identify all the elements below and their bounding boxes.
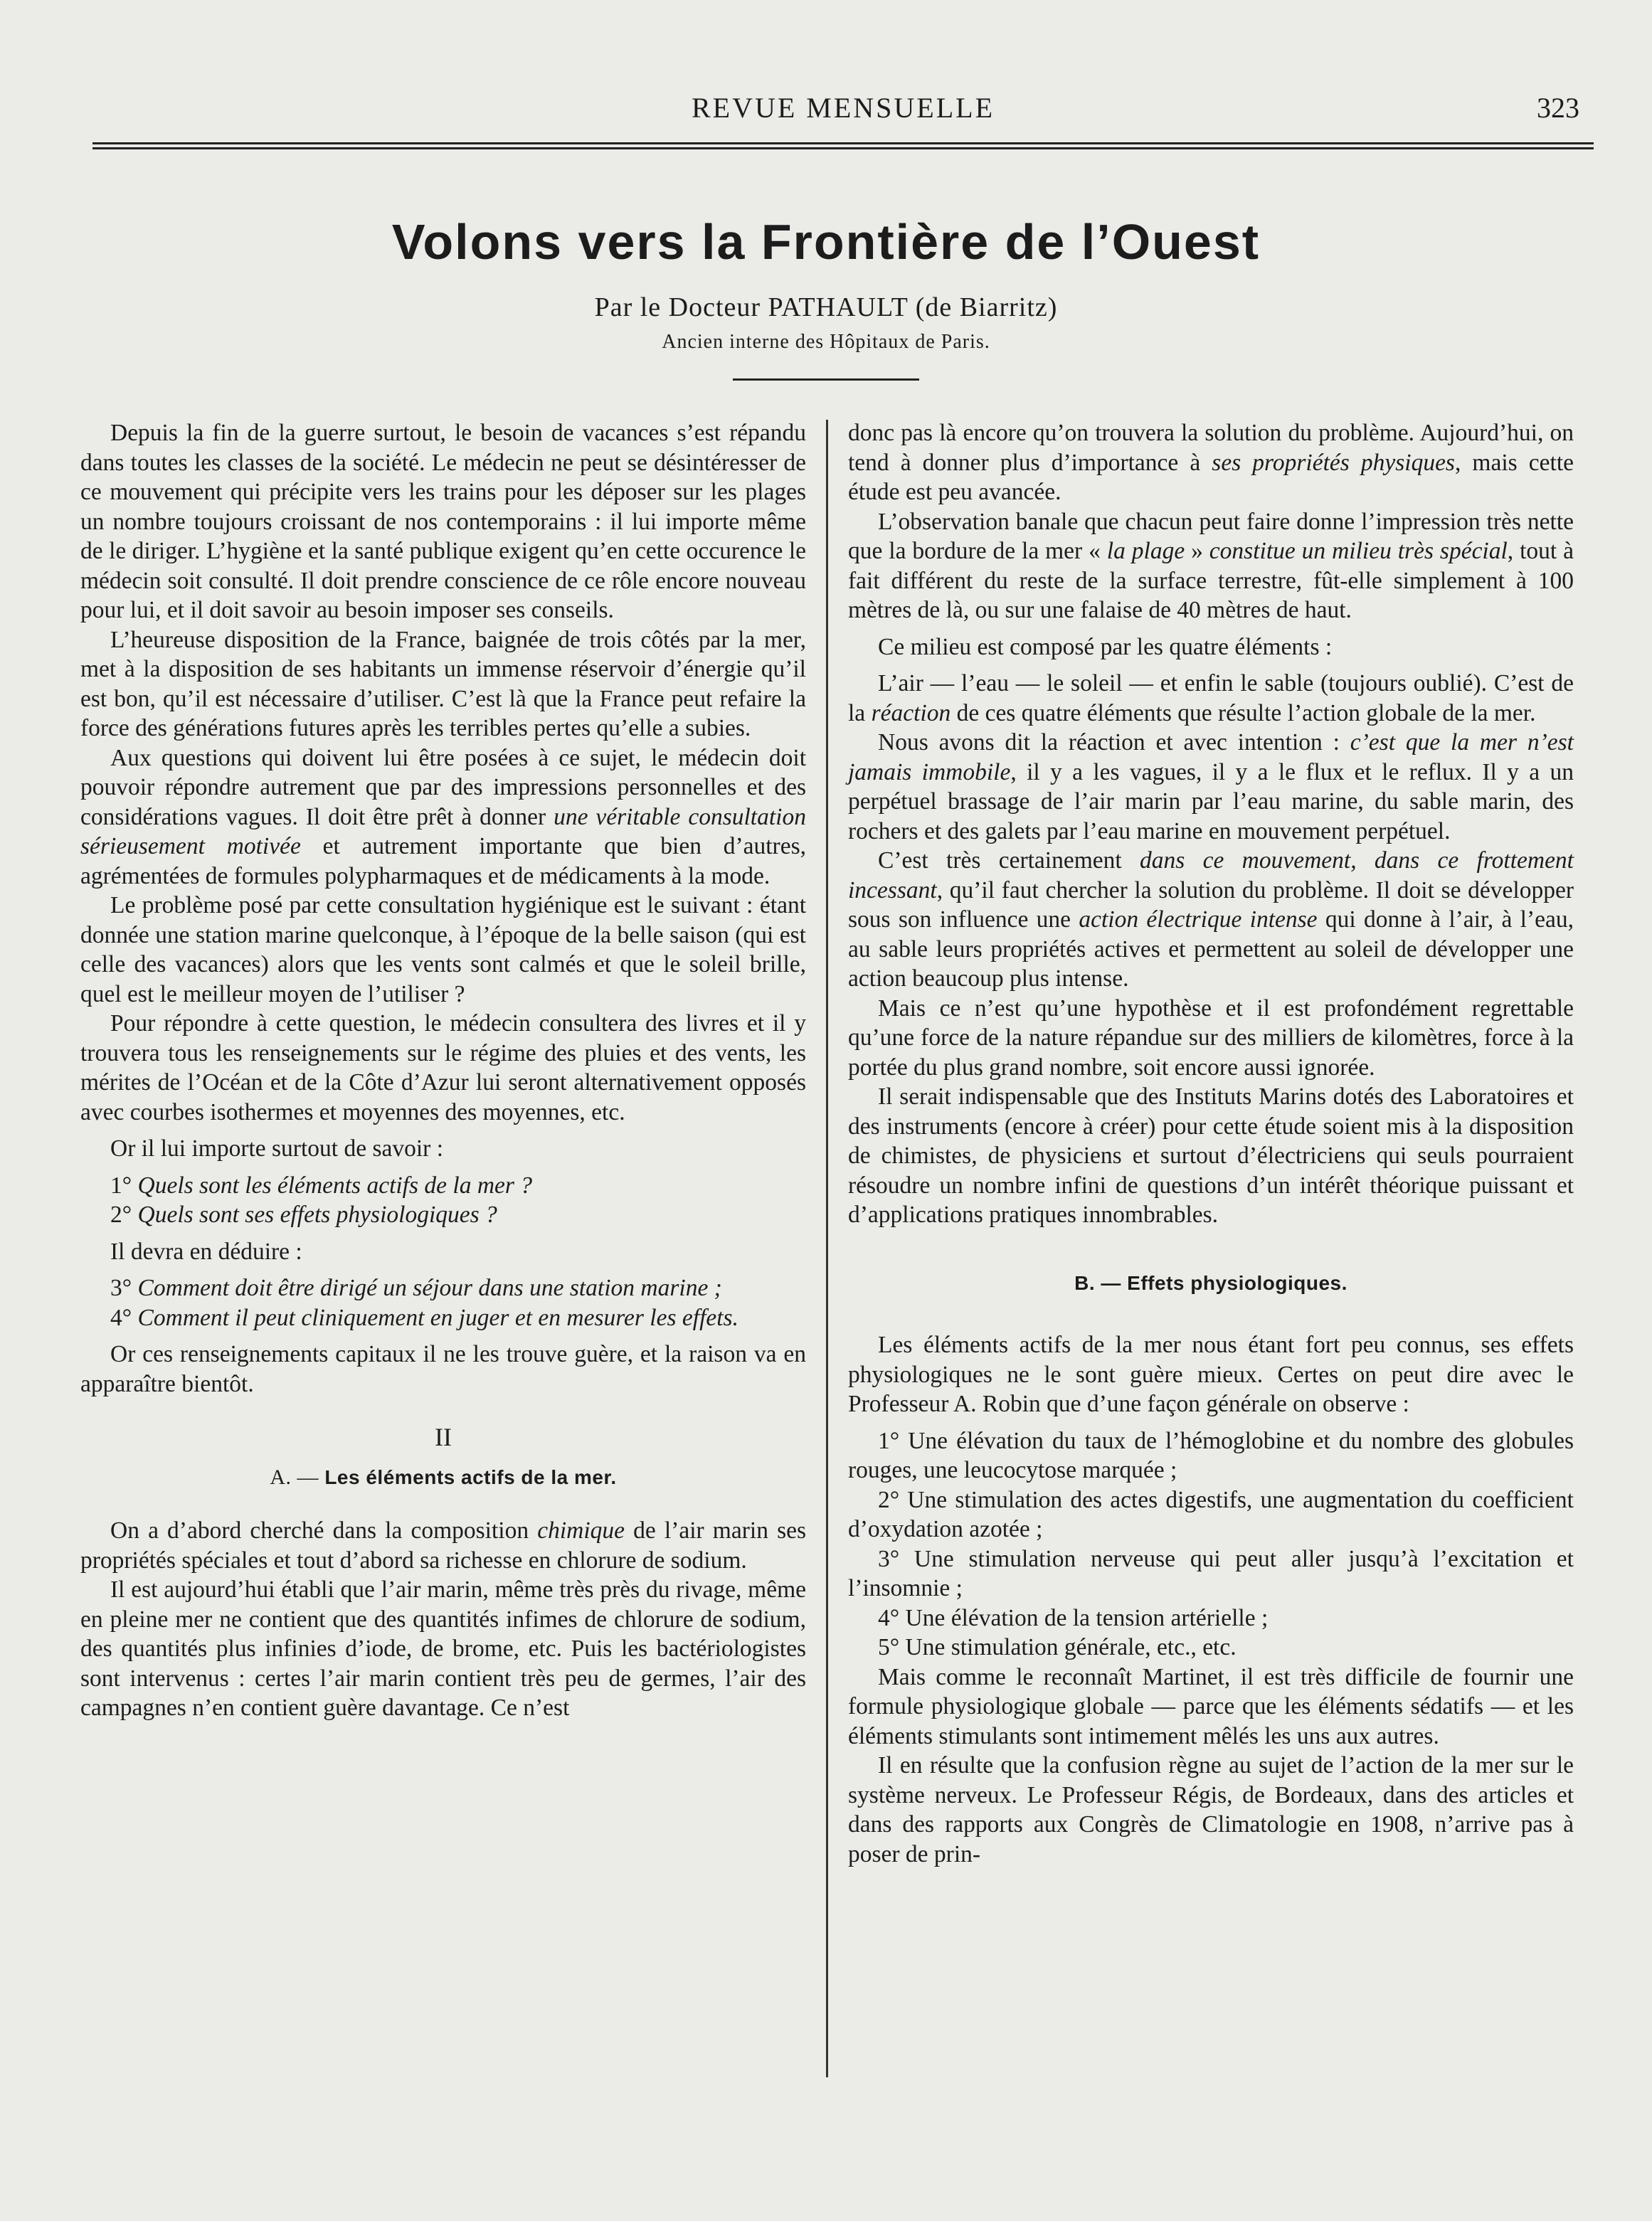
paragraph: C’est très certainement dans ce mouvement, dans ce frottement incessant, qu’il faut chercher la solution du problème. Il doit se développer sous son influence une action électrique intense qui donne à l’air, à l’eau, au sable leurs propriétés actives et permettent au soleil de développer une action beaucoup plus intense.	[848, 847, 1574, 992]
author-byline: Par le Docteur PATHAULT (de Biarritz)	[594, 292, 1058, 322]
emphasis: chimique	[537, 1517, 625, 1544]
question-item: 2° Quels sont ses effets physiologiques ?	[110, 1202, 497, 1228]
paragraph: Nous avons dit la réaction et avec intention : c’est que la mer n’est jamais immobile, il y a les vagues, il y a le flux et le reflux. Il y a un perpétuel brassage de l’air marin par l’eau marine, du sable marin, des rochers et des galets par l’eau marine en mouvement perpétuel.	[848, 729, 1574, 844]
paragraph: Aux questions qui doivent lui être posées à ce sujet, le médecin doit pouvoir répondre autrement que par des impressions personnelles et des considérations vagues. Il doit être prêt à donner une véritable consultation sérieusement motivée et autrement importante que bien d’autres, agrémentées de formules polypharmaques et de médicaments à la mode.	[80, 744, 806, 889]
paragraph: Depuis la fin de la guerre surtout, le besoin de vacances s’est répandu dans toutes les classes de la société. Le médecin ne peut se désintéresser de ce mouvement qui précipite vers les trains pour les déposer sur les plages un nombre toujours croissant de nos contemporains : il lui importe même de le diriger. L’hygiène et la santé publique exigent qu’en cette occurence le médecin soit consulté. Il doit prendre conscience de ce rôle encore nouveau pour lui, et il doit savoir au besoin imposer ses conseils.	[80, 420, 806, 623]
right-column	[848, 418, 1574, 1869]
paragraph: Mais ce n’est qu’une hypothèse et il est profondément regrettable qu’une force de la nature répandue sur des milliers de kilomètres, force à la portée du plus grand nombre, soit encore aussi ignorée.	[848, 995, 1574, 1081]
paragraph: L’observation banale que chacun peut faire donne l’impression très nette que la bordure de la mer « la plage » constitue un milieu très spécial, tout à fait différent du reste de la surface terrestre, fût-elle simplement à 100 mètres de là, ou sur une falaise de 40 mètres de haut.	[848, 508, 1574, 623]
column-divider	[826, 420, 828, 2077]
header-rule-top	[92, 142, 1594, 144]
author-affiliation: Ancien interne des Hôpitaux de Paris.	[662, 331, 990, 353]
paragraph: L’heureuse disposition de la France, baignée de trois côtés par la mer, met à la disposition de ses habitants un immense réservoir d’énergie qu’il est bon, qu’il est nécessaire d’utiliser. C’est là que la France peut refaire la force des générations futures après les terribles pertes qu’elle a subies.	[80, 626, 806, 741]
question-item: 4° Comment il peut cliniquement en juger et en mesurer les effets.	[110, 1304, 738, 1331]
article-title: Volons vers la Frontière de l’Ouest	[391, 214, 1261, 270]
header-rule-bottom	[92, 147, 1594, 149]
paragraph: Il en résulte que la confusion règne au sujet de l’action de la mer sur le système nerveux. Le Professeur Régis, de Bordeaux, dans des articles et dans des rapports aux Congrès de Climatologie en 1908, n’arrive pas à poser de prin-	[848, 1752, 1574, 1867]
effect-item: 5° Une stimulation générale, etc., etc.	[878, 1634, 1237, 1660]
question-item: 3° Comment doit être dirigé un séjour dans une station marine ;	[110, 1275, 722, 1301]
paragraph: Ce milieu est composé par les quatre éléments :	[878, 633, 1333, 660]
journal-title: REVUE MENSUELLE	[691, 92, 995, 124]
paragraph: Les éléments actifs de la mer nous étant fort peu connus, ses effets physiologiques ne le sont guère mieux. Certes on peut dire avec le Professeur A. Robin que d’une façon générale on observe :	[848, 1332, 1574, 1417]
emphasis: ses propriétés physiques	[1212, 449, 1455, 476]
paragraph: Or ces renseignements capitaux il ne les trouve guère, et la raison va en apparaître bientôt.	[80, 1341, 806, 1397]
paragraph: Il serait indispensable que des Instituts Marins dotés des Laboratoires et des instruments (encore à créer) pour cette étude soient mis à la disposition de chimistes, de physiciens et surtout d’électriciens qui seuls pourraient résoudre un nombre infini de questions d’un intérêt théorique puissant et d’applications pratiques innombrables.	[848, 1083, 1574, 1228]
page-number: 323	[1537, 92, 1579, 124]
left-column	[80, 418, 806, 1723]
paragraph: donc pas là encore qu’on trouvera la solution du problème. Aujourd’hui, on tend à donner plus d’importance à ses propriétés physiques, mais cette étude est peu avancée.	[848, 420, 1574, 505]
effect-item: 1° Une élévation du taux de l’hémoglobine et du nombre des globules rouges, une leucocytose marquée ;	[848, 1427, 1574, 1483]
paragraph: Pour répondre à cette question, le médecin consultera des livres et il y trouvera tous les renseignements sur le régime des pluies et des vents, les mérites de l’Océan et de la Côte d’Azur lui seront alternativement opposés avec courbes isothermes et moyennes des moyennes, etc.	[80, 1010, 806, 1125]
section-heading-a: A. — Les éléments actifs de la mer.	[270, 1465, 617, 1489]
paragraph: Or il lui importe surtout de savoir :	[110, 1135, 444, 1162]
question-item: 1° Quels sont les éléments actifs de la mer ?	[110, 1172, 533, 1199]
section-heading-b: B. — Effets physiologiques.	[1074, 1271, 1347, 1294]
paragraph: L’air — l’eau — le soleil — et enfin le sable (toujours oublié). C’est de la réaction de ces quatre éléments que résulte l’action globale de la mer.	[848, 670, 1574, 726]
paragraph: Le problème posé par cette consultation hygiénique est le suivant : étant donnée une station marine quelconque, à l’époque de la belle saison (qui est celle des vacances) alors que les vents sont calmés et que le soleil brille, quel est le meilleur moyen de l’utiliser ?	[80, 892, 806, 1007]
effect-item: 2° Une stimulation des actes digestifs, une augmentation du coefficient d’oxydation azotée ;	[848, 1486, 1574, 1542]
paragraph: Il est aujourd’hui établi que l’air marin, même très près du rivage, même en pleine mer ne contient que des quantités infimes de chlorure de sodium, des quantités plus infinies d’iode, de brome, etc. Puis les bactériologistes sont intervenus : certes l’air marin contient très peu de germes, l’air des campagnes n’en contient guère davantage. Ce n’est	[80, 1576, 806, 1721]
paragraph: On a d’abord cherché dans la composition chimique de l’air marin ses propriétés spéciales et tout d’abord sa richesse en chlorure de sodium.	[80, 1517, 807, 1574]
running-header	[92, 91, 1594, 134]
title-separator-rule	[733, 378, 919, 381]
paragraph: Mais comme le reconnaît Martinet, il est très difficile de fournir une formule physiologique globale — parce que les éléments sédatifs — et les éléments stimulants sont intimement mêlés les uns aux autres.	[848, 1663, 1574, 1749]
section-number: II	[435, 1423, 452, 1451]
emphasis: une véritable consultation sérieusement motivée	[80, 803, 806, 859]
effect-item: 4° Une élévation de la tension artérielle ;	[878, 1604, 1269, 1631]
paragraph: Il devra en déduire :	[110, 1238, 302, 1265]
effect-item: 3° Une stimulation nerveuse qui peut aller jusqu’à l’excitation et l’insomnie ;	[848, 1545, 1574, 1601]
